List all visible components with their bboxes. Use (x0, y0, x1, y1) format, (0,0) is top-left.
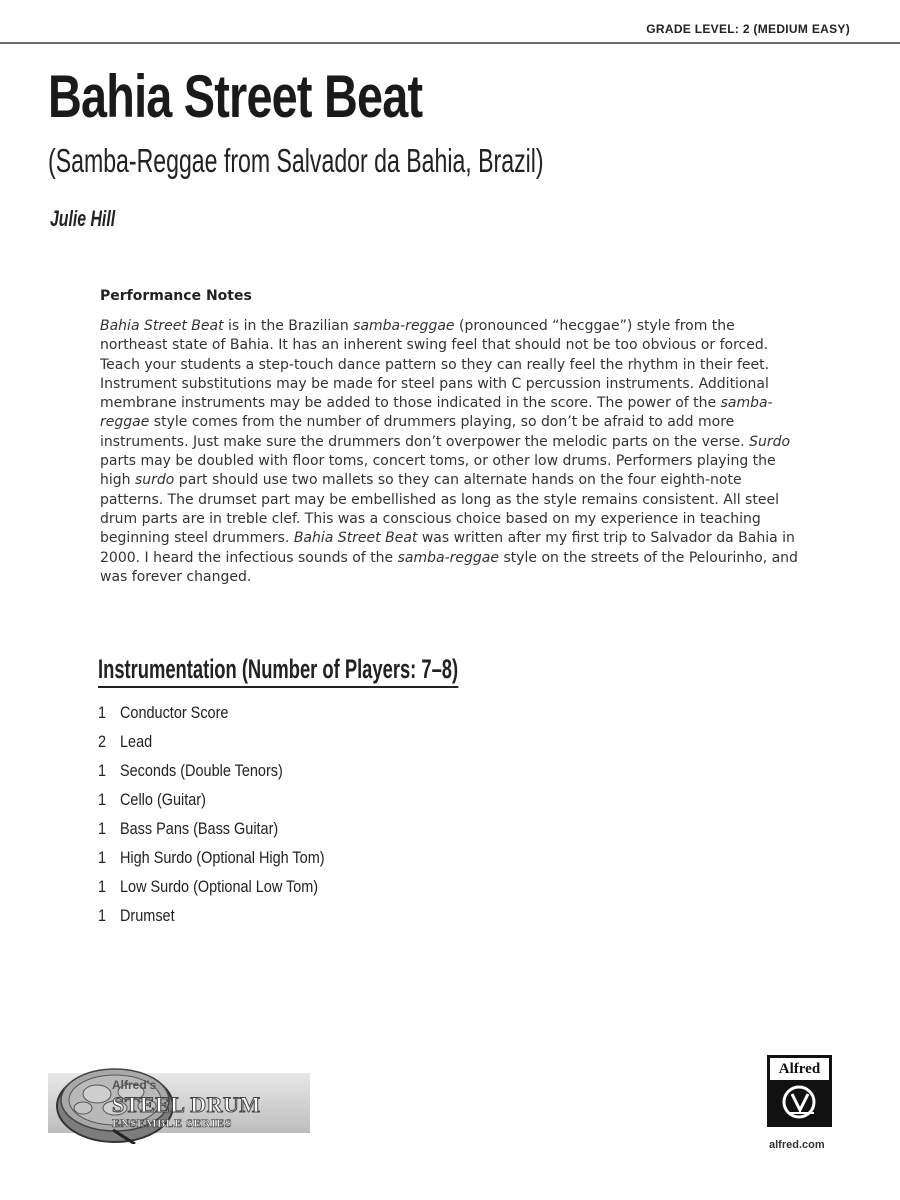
performance-notes-heading: Performance Notes (100, 288, 252, 304)
instrument-qty: 1 (98, 702, 107, 722)
author-name: Julie Hill (50, 206, 116, 231)
series-big-text: STEEL DRUM (112, 1092, 261, 1117)
instrument-item (98, 872, 361, 901)
instrument-name: High Surdo (Optional High Tom) (120, 847, 325, 867)
instrument-item (98, 843, 361, 872)
instrumentation-heading-text: Instrumentation (Number of Players: 7–8) (98, 654, 458, 688)
instrument-item (98, 756, 361, 785)
alfred-publisher-logo (767, 1055, 832, 1127)
instrument-item (98, 727, 361, 756)
instrument-name: Drumset (120, 905, 175, 925)
notes-italic-text: Surdo (749, 433, 791, 450)
notes-italic-text: Bahia Street Beat (100, 318, 224, 334)
instrument-name: Lead (120, 731, 153, 751)
page-subtitle: (Samba-Reggae from Salvador da Bahia, Brazil) (48, 142, 544, 179)
instrumentation-heading (98, 654, 458, 688)
notes-text: style on the streets of the Pelourinho, and was forever changed. (100, 549, 798, 585)
instrument-qty: 1 (98, 760, 107, 780)
page-title: Bahia Street Beat (48, 63, 423, 130)
notes-text: style comes from the number of drummers playing, so don’t be afraid to add more instruments. Just make sure the drummers don’t overpower the melodic parts on the verse. (100, 414, 750, 450)
instrument-name: Seconds (Double Tenors) (120, 760, 283, 780)
notes-italic-text: Bahia Street Beat (293, 530, 418, 547)
notes-text: was written after my first trip to Salvador da Bahia in 2000. I heard the infectious sounds of the (100, 530, 795, 566)
instrument-qty: 1 (98, 847, 107, 867)
grade-level: GRADE LEVEL: 2 (MEDIUM EASY) (646, 22, 850, 36)
instrument-name: Conductor Score (120, 702, 229, 722)
notes-text: parts may be doubled with floor toms, concert toms, or other low drums. Performers playing the high (100, 453, 776, 489)
instrumentation-list (98, 698, 361, 930)
instrument-name: Cello (Guitar) (120, 789, 206, 809)
instrument-name: Bass Pans (Bass Guitar) (120, 818, 279, 838)
instrument-item (98, 814, 361, 843)
notes-italic-text: samba-reggae (100, 395, 773, 431)
series-small-text: Alfred's (112, 1078, 157, 1092)
publisher-url: alfred.com (769, 1139, 825, 1151)
instrument-name: Low Surdo (Optional Low Tom) (120, 876, 319, 896)
alfred-logo-text: Alfred (778, 1061, 821, 1077)
instrument-qty: 1 (98, 876, 107, 896)
notes-italic-text: surdo (134, 472, 175, 489)
header-rule (0, 42, 900, 44)
instrument-qty: 1 (98, 818, 107, 838)
series-sub-text: ENSEMBLE SERIES (112, 1116, 232, 1130)
instrument-qty: 2 (98, 731, 107, 751)
instrument-qty: 1 (98, 905, 107, 925)
notes-italic-text: samba-reggae (397, 549, 499, 566)
instrument-item (98, 901, 361, 930)
performance-notes-body (100, 317, 800, 587)
instrument-item (98, 785, 361, 814)
notes-text: part should use two mallets so they can alternate hands on the four eighth-note patterns. The drumset part may be embellished as long as the style remains consistent. All steel drum parts are in treble clef. This was a conscious choice based on my experience in teaching beginning steel drummers. (100, 472, 779, 547)
notes-text: is in the Brazilian (223, 318, 354, 334)
instrument-item (98, 698, 361, 727)
alfred-emblem-icon (770, 1080, 829, 1124)
notes-italic-text: samba-reggae (353, 318, 455, 334)
notes-text: (pronounced “hecggae”) style from the northeast state of Bahia. It has an inherent swing feel that should not be too obvious or forced. Teach your students a step-touch dance pattern so they can really feel the rhythm in their feet. Instrument substitutions may be made for steel pans with C percussion instruments. Additional membrane instruments may be added to those indicated in the score. The power of the (100, 318, 770, 412)
instrument-qty: 1 (98, 789, 107, 809)
